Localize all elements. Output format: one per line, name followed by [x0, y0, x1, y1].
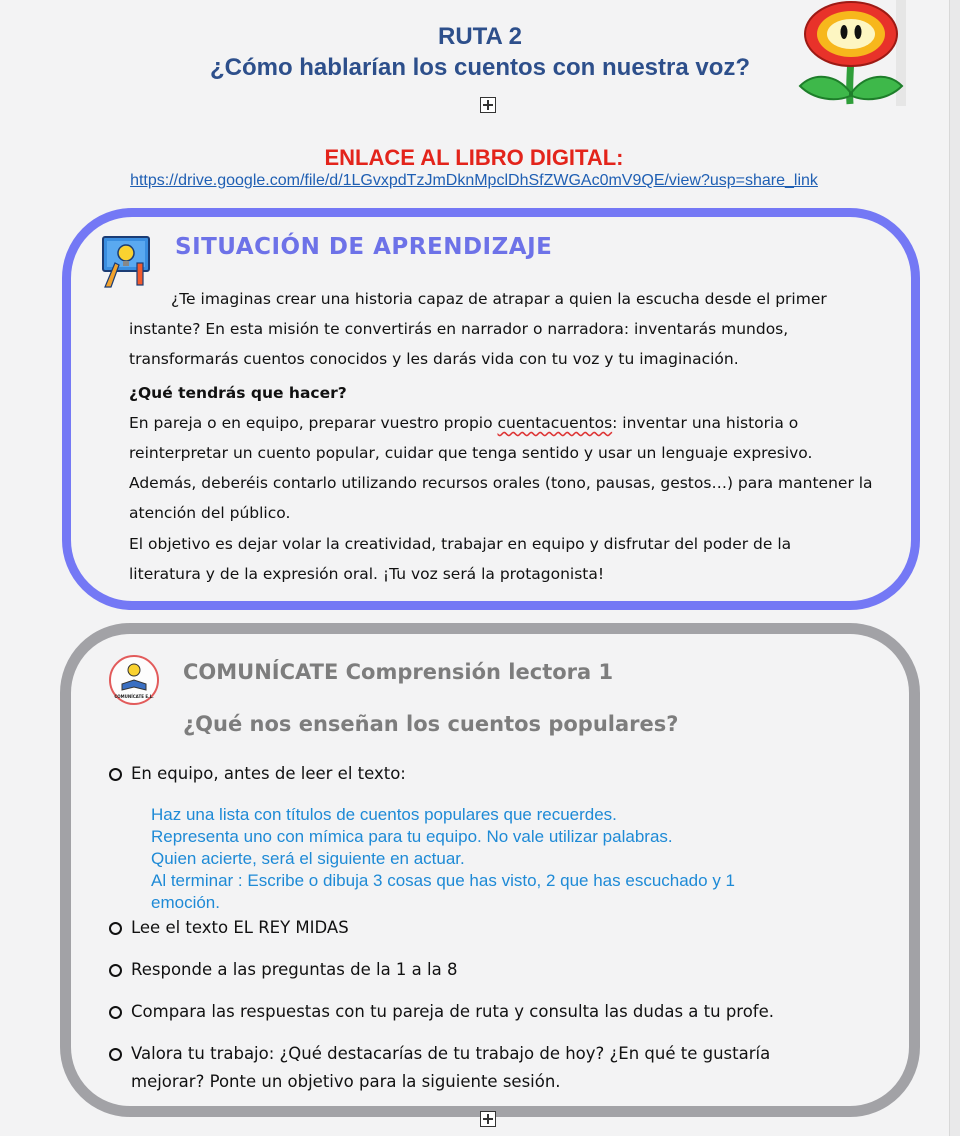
learning-situation-icon — [101, 233, 151, 289]
spellcheck-word: cuentacuentos — [497, 414, 613, 432]
comunicate-logo-icon — [108, 654, 160, 706]
task-line: atención del público. — [129, 504, 291, 522]
task-line: Además, deberéis contarlo utilizando recursos orales (tono, pausas, gestos…) para mantener la — [129, 474, 873, 492]
fire-flower-icon — [796, 0, 906, 106]
list-item — [109, 998, 869, 1026]
list-item — [109, 956, 869, 984]
bullet-circle-icon — [109, 1048, 122, 1061]
comunicate-logo-text: COMUNÍCATE E.L. — [114, 694, 154, 699]
instruction-line: Al terminar : Escribe o dibuja 3 cosas que has visto, 2 que has escuchado y 1 — [151, 871, 735, 890]
task-text: En pareja o en equipo, preparar vuestro propio — [129, 414, 498, 432]
enlace-title: ENLACE AL LIBRO DIGITAL: — [324, 145, 624, 170]
instruction-line: emoción. — [151, 893, 220, 912]
objetivo-line: literatura y de la expresión oral. ¡Tu voz será la protagonista! — [129, 565, 605, 583]
list-item-text: mejorar? Ponte un objetivo para la siguiente sesión. — [131, 1072, 561, 1091]
task-text: : inventar una historia o — [612, 414, 799, 432]
instruction-line: Haz una lista con títulos de cuentos populares que recuerdes. — [151, 805, 617, 824]
intro-line: transformarás cuentos conocidos y les darás vida con tu voz y tu imaginación. — [129, 350, 739, 368]
expand-plus-icon[interactable] — [480, 97, 496, 113]
list-item — [109, 1040, 869, 1096]
bullet-circle-icon — [109, 768, 122, 781]
list-item — [109, 760, 869, 788]
intro-line: instante? En esta misión te convertirás en narrador o narradora: inventarás mundos, — [129, 320, 789, 338]
bullet-circle-icon — [109, 964, 122, 977]
instruction-line: Quien acierte, será el siguiente en actuar. — [151, 849, 465, 868]
situacion-task — [129, 378, 904, 528]
ruta-question: ¿Cómo hablarían los cuentos con nuestra voz? — [209, 54, 751, 81]
scrollbar[interactable] — [949, 0, 960, 1136]
objetivo-line: El objetivo es dejar volar la creatividad, trabajar en equipo y disfrutar del poder de la — [129, 535, 792, 553]
comunicate-title: COMUNÍCATE Comprensión lectora 1 — [183, 660, 614, 684]
que-hacer-heading: ¿Qué tendrás que hacer? — [129, 384, 347, 402]
situacion-title: SITUACIÓN DE APRENDIZAJE — [175, 234, 553, 260]
list-item-text: En equipo, antes de leer el texto: — [131, 764, 406, 783]
situacion-intro — [129, 284, 904, 374]
list-item-text: Responde a las preguntas de la 1 a la 8 — [131, 960, 458, 979]
situacion-objetivo — [129, 529, 904, 589]
list-item-text: Valora tu trabajo: ¿Qué destacarías de tu trabajo de hoy? ¿En qué te gustaría — [131, 1044, 771, 1063]
ruta-title: RUTA 2 — [438, 23, 522, 50]
task-line — [129, 408, 904, 438]
activity-instructions — [151, 804, 851, 914]
list-item-text: Lee el texto EL REY MIDAS — [131, 918, 349, 937]
task-line: reinterpretar un cuento popular, cuidar que tenga sentido y usar un lenguaje expresivo. — [129, 444, 813, 462]
intro-line: ¿Te imaginas crear una historia capaz de atrapar a quien la escucha desde el primer — [171, 290, 827, 308]
instruction-line: Representa uno con mímica para tu equipo. No vale utilizar palabras. — [151, 827, 673, 846]
bullet-circle-icon — [109, 922, 122, 935]
list-item-text: Compara las respuestas con tu pareja de ruta y consulta las dudas a tu profe. — [131, 1002, 775, 1021]
expand-plus-icon[interactable] — [480, 1111, 496, 1127]
comunicate-subtitle: ¿Qué nos enseñan los cuentos populares? — [183, 712, 679, 736]
libro-link[interactable]: https://drive.google.com/file/d/1LGvxpdTzJmDknMpclDhSfZWGAc0mV9QE/view?usp=share_link — [130, 172, 818, 189]
bullet-circle-icon — [109, 1006, 122, 1019]
list-item — [109, 914, 869, 942]
